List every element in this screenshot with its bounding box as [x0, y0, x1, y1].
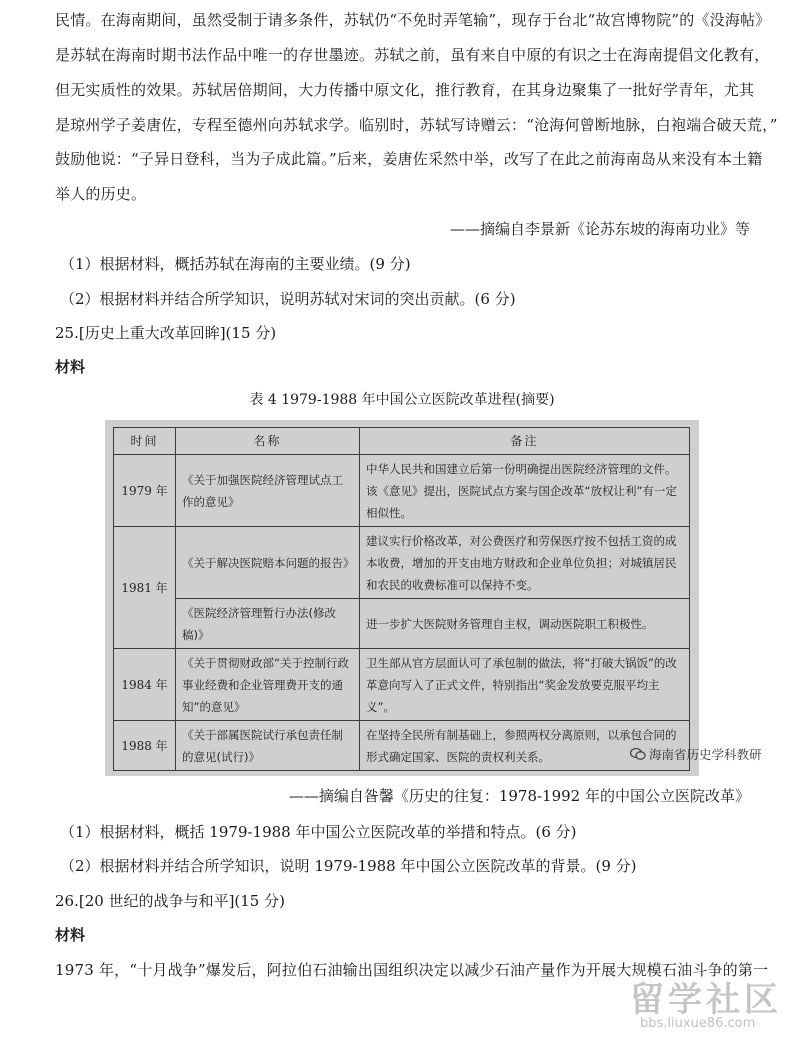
watermark-text: 海南省历史学科教研	[649, 747, 762, 762]
table-cell-name: 《关于解决医院赔本问题的报告》	[176, 527, 360, 599]
table-row	[114, 649, 690, 721]
wechat-icon	[630, 747, 646, 764]
passage-line-5: 鼓励他说：“子异日登科，当为子成此篇。”后来，姜唐佐采然中举，改写了在此之前海南岛从来没有本土籍	[55, 150, 763, 168]
material-label: 材料	[55, 358, 86, 376]
table-cell-name: 《关于加强医院经济管理试点工作的意见》	[176, 455, 360, 527]
table-header: 备注	[360, 428, 690, 455]
table-photo	[105, 420, 762, 776]
site-url: bbs.liuxue86.com	[640, 1016, 756, 1031]
table-cell-year: 1979 年	[114, 455, 176, 527]
table-row	[114, 721, 690, 771]
table-cell-note: 进一步扩大医院财务管理自主权，调动医院职工积极性。	[360, 599, 690, 649]
table-cell-name: 《关于贯彻财政部“关于控制行政事业经费和企业管理费开支的通知”的意见》	[176, 649, 360, 721]
table-header-row	[114, 428, 690, 455]
table-cell-name: 《关于部属医院试行承包责任制的意见(试行)》	[176, 721, 360, 771]
question-25-1: （1）根据材料，概括 1979-1988 年中国公立医院改革的举措和特点。(6 分)	[60, 823, 577, 841]
table-cell-note: 建议实行价格改革，对公费医疗和劳保医疗按不包括工资的成本收费，增加的开支由地方财政和企业单位负担；对城镇居民和农民的收费标准可以保持不变。	[360, 527, 690, 599]
passage-last-line: 1973 年，“十月战争”爆发后，阿拉伯石油输出国组织决定以减少石油产量作为开展大规模石油斗争的第一	[55, 961, 769, 979]
question-26-heading: 26.[20 世纪的战争与和平](15 分)	[55, 892, 285, 910]
table-cell-year: 1981 年	[114, 527, 176, 649]
table-cell-year: 1988 年	[114, 721, 176, 771]
table-row	[114, 527, 690, 599]
table-row	[114, 455, 690, 527]
table-cell-note: 卫生部从官方层面认可了承包制的做法，将“打破大锅饭”的改革意向写入了正式文件，特别指出“奖金发放要克服平均主义”。	[360, 649, 690, 721]
source-citation-2: ——摘编自昝馨《历史的往复：1978-1992 年的中国公立医院改革》	[288, 787, 750, 805]
table-caption: 表 4 1979-1988 年中国公立医院改革进程(摘要)	[249, 392, 555, 408]
table-header: 名称	[176, 428, 360, 455]
question-25-2: （2）根据材料并结合所学知识，说明 1979-1988 年中国公立医院改革的背景。(9 分)	[60, 857, 637, 875]
source-citation-1: ——摘编自李景新《论苏东坡的海南功业》等	[449, 220, 750, 238]
table-row	[114, 599, 690, 649]
table-header: 时间	[114, 428, 176, 455]
passage-line-4: 是琼州学子姜唐佐，专程至德州向苏轼求学。临别时，苏轼写诗赠云：“沧海何曾断地脉，白袍端合破天荒，”	[55, 116, 778, 134]
passage-line-2: 是苏轼在海南时期书法作品中唯一的存世墨迹。苏轼之前，虽有来自中原的有识之士在海南提倡文化教有，	[55, 46, 770, 64]
table-cell-year: 1984 年	[114, 649, 176, 721]
question-24-2: （2）根据材料并结合所学知识，说明苏轼对宋词的突出贡献。(6 分)	[60, 290, 516, 308]
table-cell-note: 在坚持全民所有制基础上，参照两权分离原则，以承包合同的形式确定国家、医院的责权利关系。	[360, 721, 690, 771]
passage-line-1: 民情。在海南期间，虽然受制于请多条件，苏轼仍“不免时弄笔输”，现存于台北“故宫博物院”的《没海帖》	[55, 11, 771, 29]
material-label: 材料	[55, 926, 86, 944]
reform-table	[113, 427, 690, 771]
table-cell-name: 《医院经济管理暂行办法(修改稿)》	[176, 599, 360, 649]
wechat-watermark	[630, 745, 762, 764]
question-24-1: （1）根据材料，概括苏轼在海南的主要业绩。(9 分)	[60, 255, 411, 273]
table-cell-note: 中华人民共和国建立后第一份明确提出医院经济管理的文件。该《意见》提出，医院试点方案与国企改革“放权让利”有一定相似性。	[360, 455, 690, 527]
passage-line-3: 但无实质性的效果。苏轼居倍期间，大力传播中原文化，推行教育，在其身边聚集了一批好学青年，尤其	[55, 81, 755, 99]
passage-line-6: 举人的历史。	[55, 185, 147, 203]
site-logo: 留学社区	[630, 980, 782, 1020]
question-25-heading: 25.[历史上重大改革回眸](15 分)	[55, 324, 277, 342]
